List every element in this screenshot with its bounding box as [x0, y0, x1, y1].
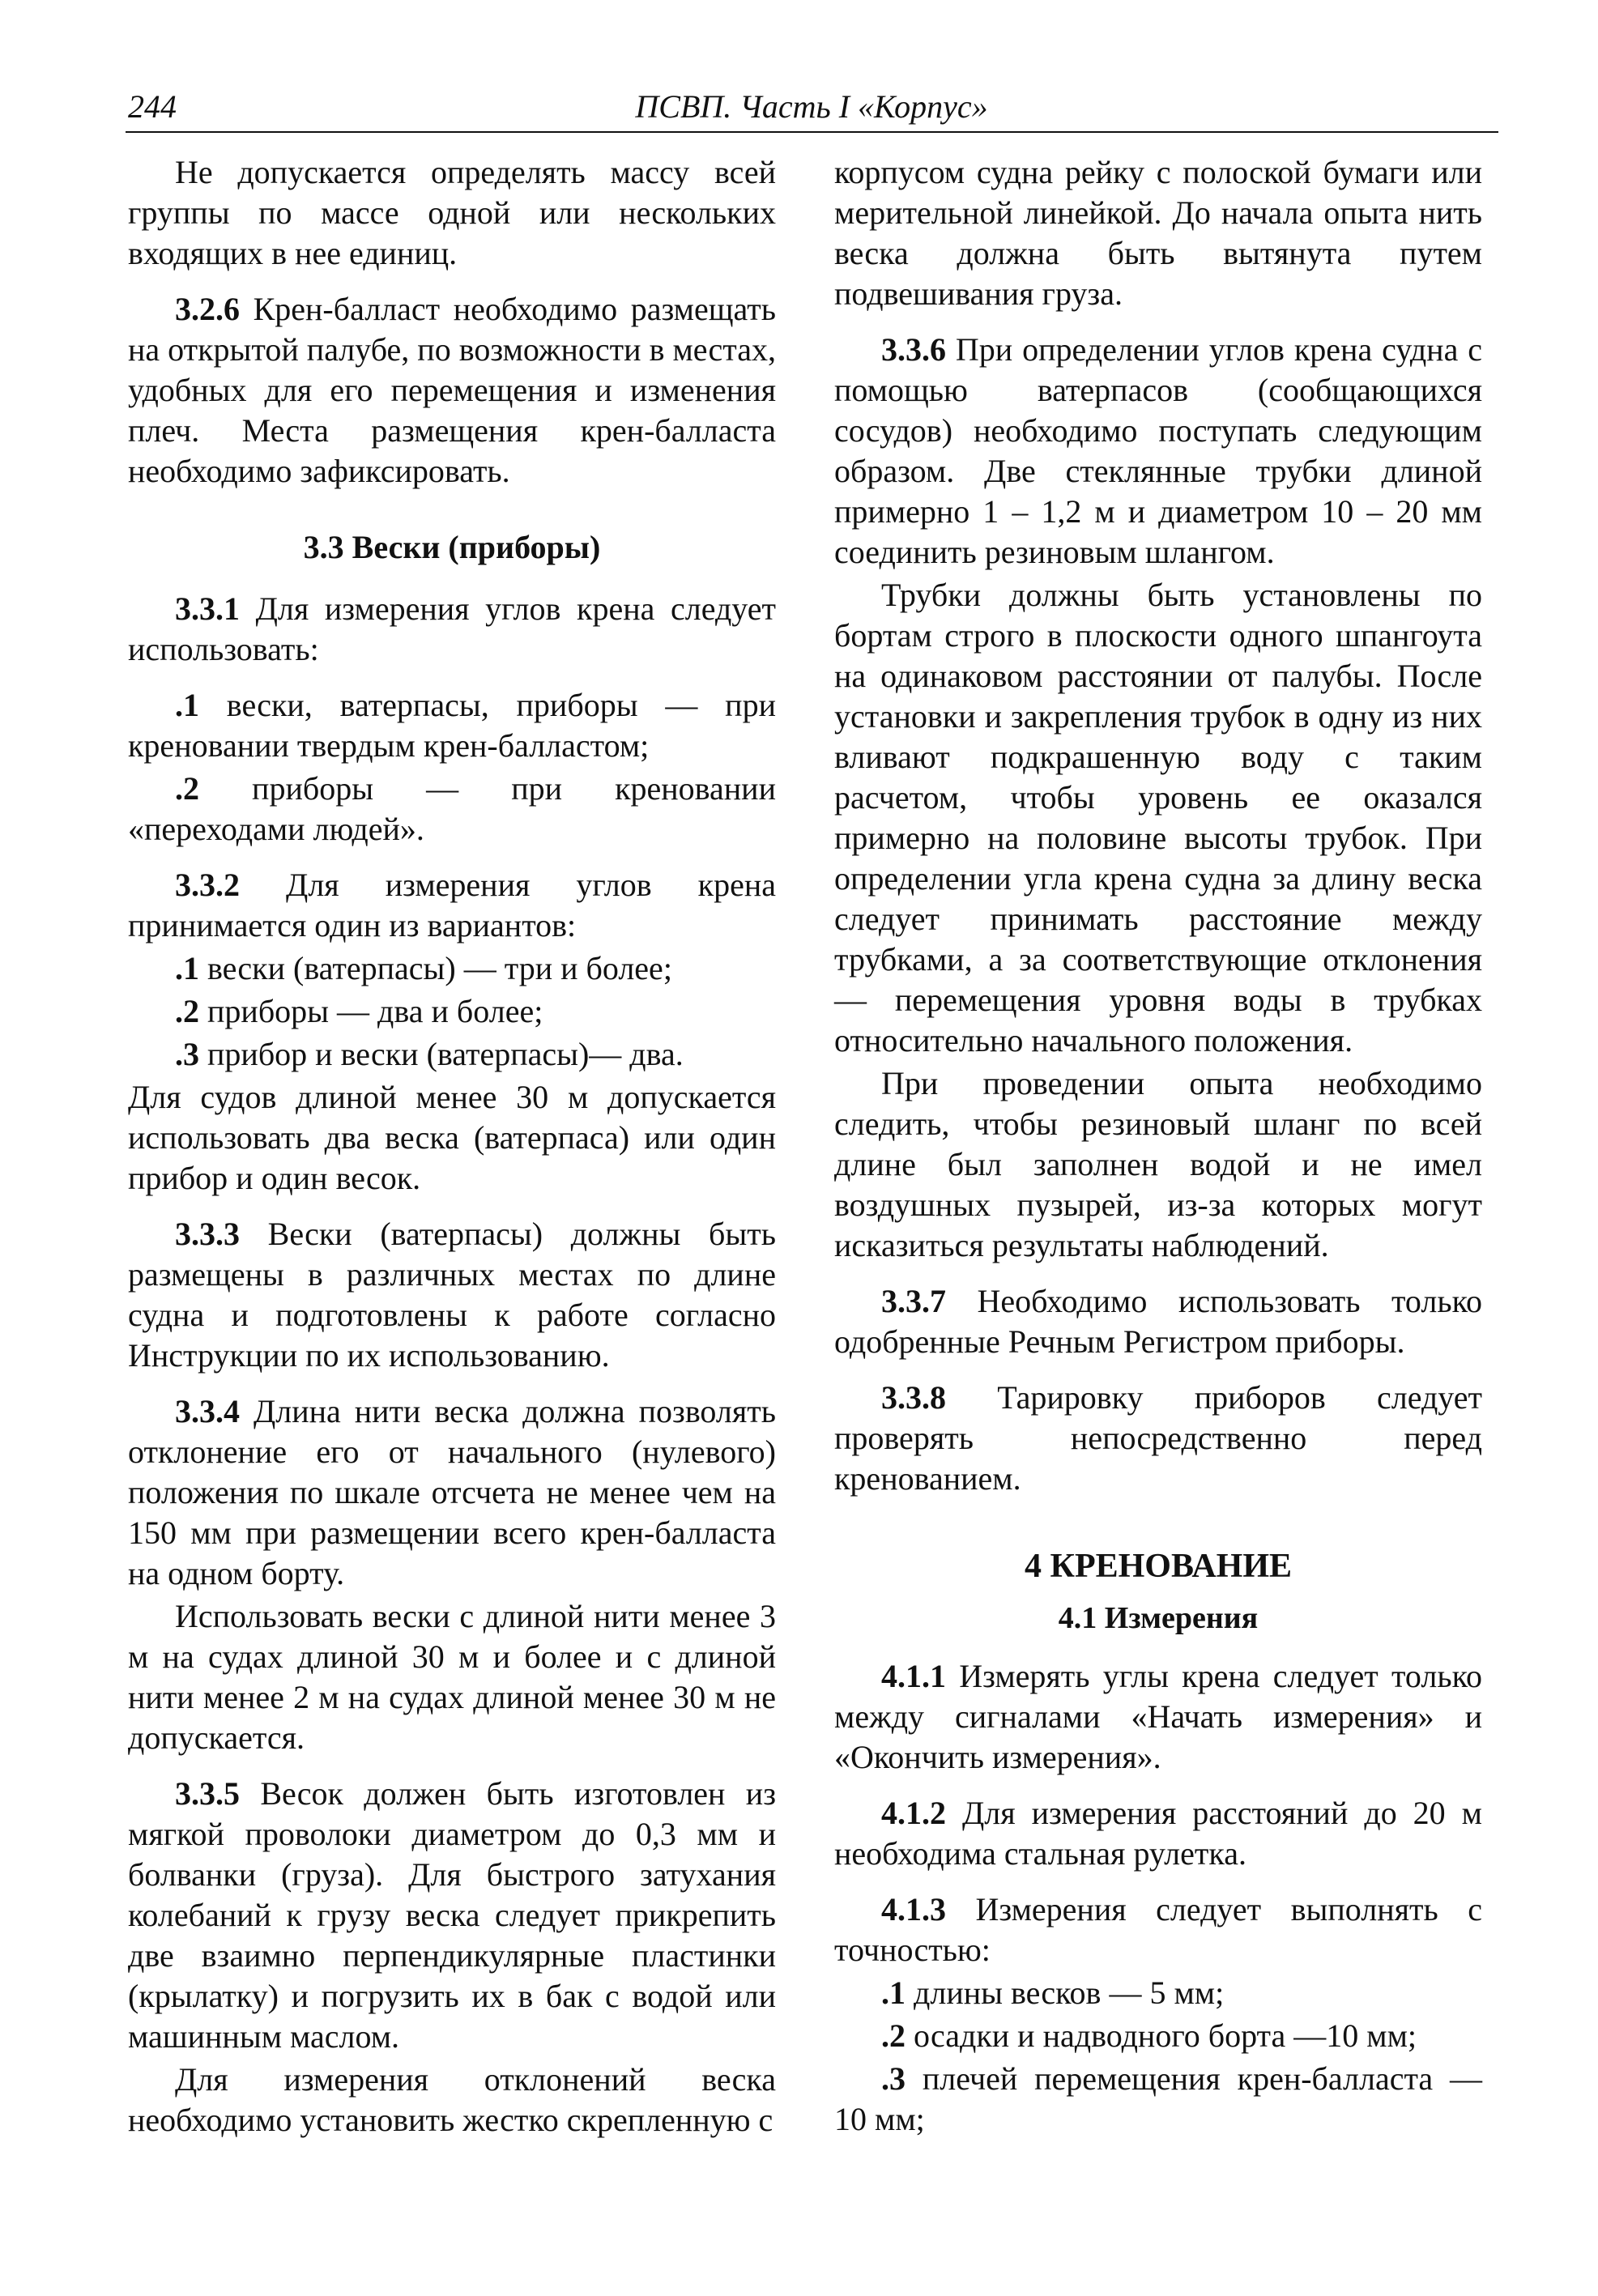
- clause-number: 3.3.3: [175, 1216, 240, 1252]
- right-column: [834, 152, 1482, 2142]
- paragraph-3-3-7: 3.3.7 Необходимо использовать только одобренные Речным Регистром приборы.: [834, 1283, 1482, 1360]
- section-heading-4-1: 4.1 Измерения: [1058, 1601, 1259, 1635]
- paragraph-3-3-4: 3.3.4 Длина нити веска должна позволять отклонение его от начального (нулевого) положения по шкале отсчета не менее чем на 150 мм при размещении всего крен-балласта на одном борту.: [128, 1393, 776, 1591]
- clause-number: 3.3.6: [881, 331, 946, 368]
- paragraph-tubes: Трубки должны быть установлены по бортам строго в плоскости одного шпангоута на одинаковом расстоянии от палубы. После установки и закрепления трубок в одну из них вливают подкрашенную воду с таким расчетом, чтобы уровень ее оказался примерно на половине высоты трубок. При определении угла крена судна за длину веска следует принимать расстояние между трубками, а за соответствующие отклонения — перемещения уровня воды в трубках относительно начального положения.: [834, 577, 1482, 1059]
- list-item-4-1-3-3: .3 плечей перемещения крен-балласта — 10 мм;: [834, 2060, 1482, 2137]
- clause-number: 3.3.5: [175, 1775, 240, 1812]
- left-column: [128, 152, 776, 2156]
- clause-number: 4.1.3: [881, 1891, 946, 1928]
- paragraph-3-3-5: 3.3.5 Весок должен быть изготовлен из мягкой проволоки диаметром до 0,3 мм и болванки (груза). Для быстрого затухания колебаний к грузу веска следует прикрепить две взаимно перпендикулярные пластинки (крылатку) и погрузить их в бак с водой или машинным маслом.: [128, 1775, 776, 2055]
- list-item-3-3-1-2: .2 приборы — при креновании «переходами людей».: [128, 770, 776, 847]
- paragraph-thread-length: Использовать вески с длиной нити менее 3 м на судах длиной 30 м и более и с длиной нити менее 2 м на судах длиной менее 30 м не допускается.: [128, 1598, 776, 1756]
- paragraph-mass-group: Не допускается определять массу всей группы по массе одной или нескольких входящих в нее единиц.: [128, 154, 776, 271]
- clause-number: 3.2.6: [175, 291, 240, 327]
- header-rule: [126, 131, 1498, 133]
- paragraph-hose: При проведении опыта необходимо следить, чтобы резиновый шланг по всей длине был заполнен водой и не имел воздушных пузырей, из-за которых могут исказиться результаты наблюдений.: [834, 1065, 1482, 1263]
- clause-number: 3.3.8: [881, 1379, 946, 1416]
- paragraph-3-3-1: 3.3.1 Для измерения углов крена следует использовать:: [128, 590, 776, 667]
- page-number: 244: [128, 88, 177, 125]
- clause-number: 4.1.2: [881, 1795, 946, 1831]
- paragraph-3-2-6: 3.2.6 Крен-балласт необходимо размещать на открытой палубе, по возможности в местах, удобных для его перемещения и изменения плеч. Места размещения крен-балласта необходимо зафиксировать.: [128, 291, 776, 489]
- running-title: ПСВП. Часть I «Корпус»: [635, 88, 988, 125]
- paragraph-3-3-6: 3.3.6 При определении углов крена судна с помощью ватерпасов (сообщающихся сосудов) необходимо поступать следующим образом. Две стеклянные трубки длиной примерно 1 – 1,2 м и диаметром 10 – 20 мм соединить резиновым шлангом.: [834, 331, 1482, 570]
- paragraph-3-3-2: 3.3.2 Для измерения углов крена принимается один из вариантов:: [128, 867, 776, 944]
- running-header: [128, 87, 1495, 136]
- paragraph-3-3-8: 3.3.8 Тарировку приборов следует проверять непосредственно перед кренованием.: [834, 1379, 1482, 1497]
- list-item-3-3-2-3: .3 прибор и вески (ватерпасы)— два.: [175, 1036, 684, 1072]
- paragraph-continuation: корпусом судна рейку с полоской бумаги или мерительной линейкой. До начала опыта нить веска должна быть вытянута путем подвешивания груза.: [834, 154, 1482, 312]
- paragraph-4-1-2: 4.1.2 Для измерения расстояний до 20 м необходима стальная рулетка.: [834, 1795, 1482, 1872]
- clause-number: 3.3.1: [175, 590, 240, 627]
- paragraph-3-3-3: 3.3.3 Вески (ватерпасы) должны быть размещены в различных местах по длине судна и подготовлены к работе согласно Инструкции по их использованию.: [128, 1216, 776, 1374]
- chapter-heading-4: 4 КРЕНОВАНИЕ: [1024, 1548, 1292, 1585]
- list-item-4-1-3-2: .2 осадки и надводного борта —10 мм;: [881, 2017, 1417, 2054]
- list-item-3-3-2-1: .1 вески (ватерпасы) — три и более;: [175, 950, 672, 986]
- paragraph-4-1-1: 4.1.1 Измерять углы крена следует только между сигналами «Начать измерения» и «Окончить измерения».: [834, 1658, 1482, 1775]
- clause-number: 4.1.1: [881, 1658, 946, 1694]
- clause-number: 3.3.2: [175, 867, 240, 903]
- clause-number: 3.3.7: [881, 1283, 946, 1319]
- list-item-4-1-3-1: .1 длины весков — 5 мм;: [881, 1974, 1225, 2011]
- paragraph-4-1-3: 4.1.3 Измерения следует выполнять с точностью:: [834, 1891, 1482, 1968]
- list-item-3-3-2-2: .2 приборы — два и более;: [175, 993, 543, 1029]
- paragraph-deflection-measure: Для измерения отклонений веска необходимо установить жестко скрепленную с: [128, 2061, 776, 2138]
- paragraph-short-vessels: Для судов длиной менее 30 м допускается использовать два веска (ватерпаса) или один прибор и один весок.: [128, 1079, 776, 1196]
- list-item-3-3-1-1: .1 вески, ватерпасы, приборы — при креновании твердым крен-балластом;: [128, 687, 776, 764]
- section-heading-3-3: 3.3 Вески (приборы): [303, 529, 601, 565]
- clause-number: 3.3.4: [175, 1393, 240, 1429]
